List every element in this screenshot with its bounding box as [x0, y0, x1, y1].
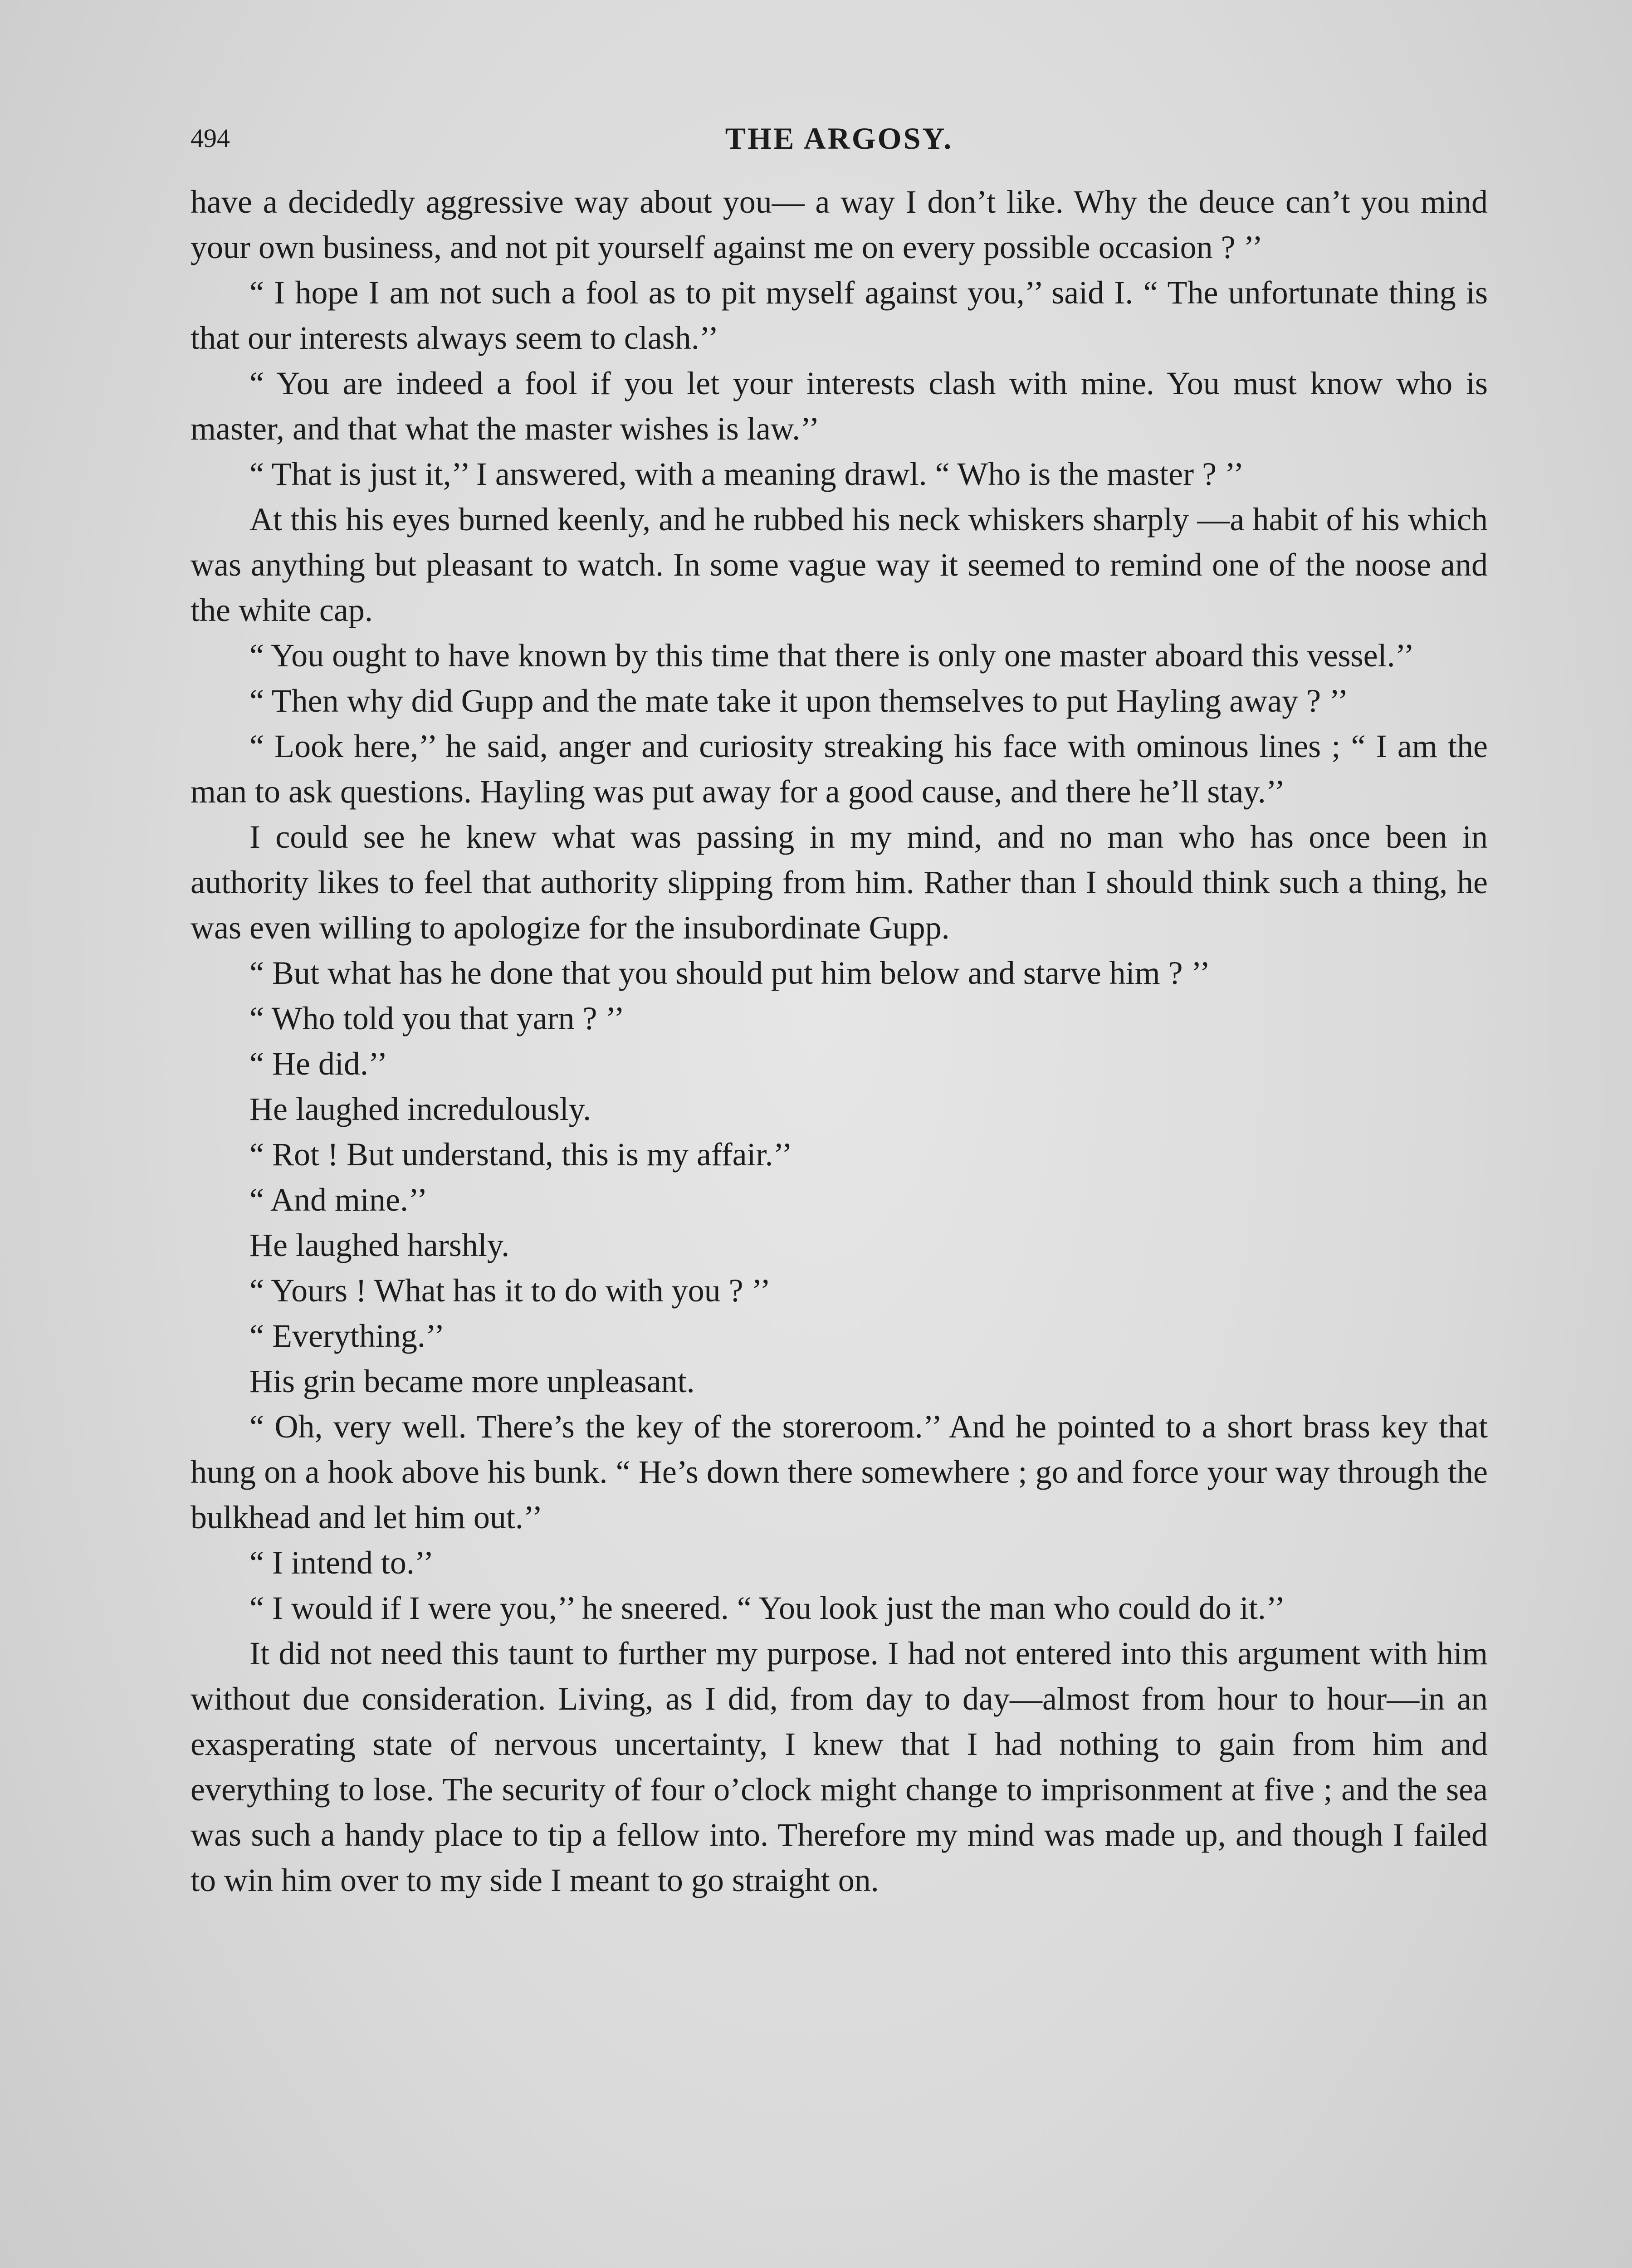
paragraph: “ But what has he done that you should put him below and starve him ? ’’ [249, 955, 1211, 991]
page-number: 494 [191, 123, 230, 153]
paragraph: “ Yours ! What has it to do with you ? ’’ [249, 1272, 771, 1309]
paragraph: His grin became more unpleasant. [249, 1363, 695, 1399]
paragraph: “ Who told you that yarn ? ’’ [249, 1000, 625, 1036]
paragraph: “ Oh, very well. There’s the key of the storeroom.’’ And he pointed to a short brass key that hung on a hook above his bunk. “ He’s down there somewhere ; go and force your way through the bulkhead and let him out.’’ [191, 1408, 1488, 1535]
paragraph: At this his eyes burned keenly, and he rubbed his neck whiskers sharply —a habit of his which was anything but pleasant to watch. In some vague way it seemed to remind one of the noose and the white cap. [191, 501, 1488, 628]
paragraph: I could see he knew what was passing in my mind, and no man who has once been in authority likes to feel that authority slipping from him. Rather than I should think such a thing, he was even willing to apologize for the insubordinate Gupp. [191, 819, 1488, 946]
paragraph: “ I hope I am not such a fool as to pit myself against you,’’ said I. “ The unfortunate thing is that our interests always seem to clash.’’ [191, 274, 1488, 356]
paragraph: “ And mine.’’ [249, 1182, 428, 1218]
paragraph: “ You are indeed a fool if you let your interests clash with mine. You must know who is master, and that what the master wishes is law.’’ [191, 365, 1488, 447]
paragraph: “ You ought to have known by this time that there is only one master aboard this vessel.’’ [249, 637, 1415, 674]
paragraph: have a decidedly aggressive way about you— a way I don’t like. Why the deuce can’t you mind your own business, and not pit yourself against me on every possible occasion ? ’’ [191, 184, 1488, 265]
paragraph: “ Then why did Gupp and the mate take it upon themselves to put Hayling away ? ’’ [249, 683, 1349, 719]
paragraph: “ I intend to.’’ [249, 1545, 434, 1581]
page-header [191, 113, 1488, 163]
paragraph: “ Everything.’’ [249, 1318, 445, 1354]
paragraph: “ I would if I were you,’’ he sneered. “ You look just the man who could do it.’’ [249, 1590, 1285, 1626]
paragraph: “ He did.’’ [249, 1046, 388, 1082]
paragraph: He laughed harshly. [249, 1227, 510, 1263]
paragraph: “ That is just it,’’ I answered, with a meaning drawl. “ Who is the master ? ’’ [249, 456, 1244, 492]
running-title: THE ARGOSY. [725, 121, 953, 156]
paragraph: It did not need this taunt to further my purpose. I had not entered into this argument with him without due consideration. Living, as I did, from day to day—almost from hour to hour—in an exasperating state of nervous uncertainty, I knew that I had nothing to gain from him and everything to lose. The security of four o’clock might change to imprisonment at five ; and the sea was such a handy place to tip a fellow into. Therefore my mind was made up, and though I failed to win him over to my side I meant to go straight on. [191, 1635, 1488, 1898]
paragraph: “ Look here,’’ he said, anger and curiosity streaking his face with ominous lines ; “ I am the man to ask questions. Hayling was put away for a good cause, and there he’ll stay.’’ [191, 728, 1488, 810]
paragraph: “ Rot ! But understand, this is my affair.’’ [249, 1136, 793, 1173]
body-text [191, 179, 1488, 1903]
paragraph: He laughed incredulously. [249, 1091, 591, 1127]
